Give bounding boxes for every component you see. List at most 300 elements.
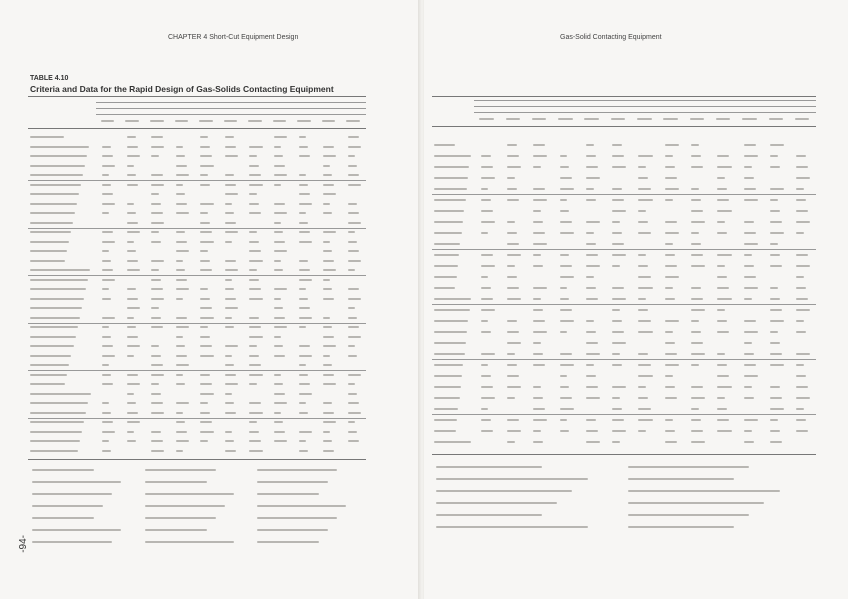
handwritten-page-number: -94- <box>18 535 29 553</box>
table-cell-text <box>744 386 752 388</box>
table-cell-text <box>533 430 541 432</box>
table-cell-text <box>176 279 187 281</box>
table-cell-text <box>665 430 675 432</box>
table-cell-text <box>200 146 209 148</box>
column-header-text <box>584 118 598 120</box>
table-cell-text <box>348 393 357 395</box>
row-label-text <box>434 441 471 443</box>
table-cell-text <box>481 386 493 388</box>
table-cell-text <box>176 402 189 404</box>
table-cell-text <box>691 221 705 223</box>
footnote-text <box>257 505 346 507</box>
table-cell-text <box>481 210 493 212</box>
table-cell-text <box>586 397 600 399</box>
table-rule <box>432 249 816 250</box>
table-cell-text <box>102 260 111 262</box>
table-cell-text <box>225 431 232 433</box>
table-cell-text <box>665 320 679 322</box>
table-cell-text <box>612 320 622 322</box>
table-cell-text <box>127 288 136 290</box>
table-cell-text <box>200 231 211 233</box>
table-cell-text <box>249 421 256 423</box>
table-cell-text <box>323 440 332 442</box>
table-cell-text <box>274 383 283 385</box>
table-cell-text <box>612 166 626 168</box>
table-cell-text <box>348 317 357 319</box>
table-cell-text <box>665 177 677 179</box>
table-cell-text <box>249 165 258 167</box>
table-cell-text <box>176 383 185 385</box>
table-cell-text <box>770 353 782 355</box>
table-cell-text <box>638 155 652 157</box>
table-cell-text <box>481 177 495 179</box>
table-cell-text <box>151 355 160 357</box>
table-cell-text <box>127 383 140 385</box>
table-cell-text <box>151 402 162 404</box>
table-cell-text <box>225 146 236 148</box>
table-cell-text <box>691 144 699 146</box>
table-cell-text <box>533 342 541 344</box>
left-footnotes <box>28 465 366 555</box>
table-cell-text <box>225 326 234 328</box>
table-cell-text <box>533 188 545 190</box>
footnote-text <box>32 481 121 483</box>
table-cell-text <box>151 260 164 262</box>
table-cell-text <box>796 276 804 278</box>
right-page <box>424 0 848 599</box>
table-cell-text <box>348 383 355 385</box>
table-cell-text <box>176 184 183 186</box>
table-cell-text <box>176 260 183 262</box>
table-cell-text <box>200 307 211 309</box>
table-cell-text <box>127 241 134 243</box>
table-cell-text <box>533 155 547 157</box>
table-cell-text <box>586 188 594 190</box>
table-cell-text <box>612 397 620 399</box>
table-cell-text <box>127 374 138 376</box>
table-cell-text <box>225 317 232 319</box>
row-label-text <box>30 393 91 395</box>
table-cell-text <box>102 431 115 433</box>
row-label-text <box>30 241 69 243</box>
right-footnotes <box>432 462 816 552</box>
footnote-text <box>145 469 216 471</box>
table-cell-text <box>200 250 207 252</box>
row-label-text <box>30 383 65 385</box>
table-cell-text <box>348 326 359 328</box>
table-cell-text <box>691 419 701 421</box>
table-cell-text <box>665 342 675 344</box>
table-cell-text <box>127 184 138 186</box>
footnote-text <box>32 517 94 519</box>
table-cell-text <box>638 221 648 223</box>
table-cell-text <box>744 254 752 256</box>
table-cell-text <box>102 336 111 338</box>
table-cell-text <box>299 450 308 452</box>
footnote-text <box>32 469 94 471</box>
table-cell-text <box>348 402 359 404</box>
table-cell-text <box>691 166 703 168</box>
table-cell-text <box>323 184 334 186</box>
table-cell-text <box>249 155 256 157</box>
table-cell-text <box>481 232 489 234</box>
row-label-text <box>434 342 466 344</box>
table-cell-text <box>612 441 620 443</box>
table-cell-text <box>691 254 703 256</box>
table-cell-text <box>507 166 521 168</box>
table-cell-text <box>717 375 729 377</box>
table-cell-text <box>200 203 213 205</box>
table-cell-text <box>225 212 234 214</box>
table-cell-text <box>612 309 620 311</box>
table-cell-text <box>481 166 493 168</box>
table-cell-text <box>533 232 545 234</box>
footnote-text <box>257 517 337 519</box>
table-cell-text <box>691 320 699 322</box>
table-cell-text <box>274 440 287 442</box>
table-cell-text <box>151 298 164 300</box>
table-cell-text <box>481 199 491 201</box>
table-cell-text <box>665 144 679 146</box>
table-cell-text <box>225 231 238 233</box>
table-cell-text <box>533 298 541 300</box>
table-cell-text <box>348 203 357 205</box>
table-cell-text <box>249 383 256 385</box>
table-cell-text <box>323 212 332 214</box>
table-cell-text <box>151 136 162 138</box>
table-cell-text <box>665 419 673 421</box>
table-cell-text <box>481 320 489 322</box>
table-cell-text <box>612 221 620 223</box>
table-cell-text <box>638 254 646 256</box>
table-cell-text <box>249 269 256 271</box>
table-rule <box>432 126 816 127</box>
table-cell-text <box>151 184 164 186</box>
table-cell-text <box>151 212 162 214</box>
table-cell-text <box>151 345 158 347</box>
table-cell-text <box>665 254 675 256</box>
table-cell-text <box>691 265 705 267</box>
table-cell-text <box>274 326 287 328</box>
table-cell-text <box>127 336 138 338</box>
table-cell-text <box>533 386 541 388</box>
table-cell-text <box>796 309 810 311</box>
table-cell-text <box>691 342 703 344</box>
table-cell-text <box>102 345 113 347</box>
footnote-text <box>257 493 319 495</box>
table-cell-text <box>691 155 701 157</box>
table-cell-text <box>176 412 183 414</box>
row-label-text <box>434 386 461 388</box>
row-label-text <box>30 279 88 281</box>
table-cell-text <box>249 146 262 148</box>
row-label-text <box>434 166 469 168</box>
table-cell-text <box>225 279 232 281</box>
table-cell-text <box>274 431 285 433</box>
table-cell-text <box>299 364 306 366</box>
table-cell-text <box>770 430 780 432</box>
table-cell-text <box>348 431 357 433</box>
table-cell-text <box>200 317 213 319</box>
table-cell-text <box>323 383 336 385</box>
table-cell-text <box>102 146 111 148</box>
table-cell-text <box>274 174 287 176</box>
table-cell-text <box>225 193 238 195</box>
row-label-text <box>434 254 459 256</box>
table-cell-text <box>691 441 705 443</box>
table-cell-text <box>744 221 754 223</box>
table-cell-text <box>638 265 648 267</box>
table-cell-text <box>176 355 187 357</box>
row-label-text <box>30 269 90 271</box>
table-cell-text <box>638 419 652 421</box>
table-cell-text <box>348 288 359 290</box>
table-cell-text <box>691 309 705 311</box>
table-cell-text <box>481 430 493 432</box>
table-cell-text <box>770 155 778 157</box>
table-cell-text <box>717 199 729 201</box>
table-cell-text <box>299 222 308 224</box>
table-cell-text <box>102 269 113 271</box>
table-cell-text <box>200 184 209 186</box>
table-cell-text <box>717 177 725 179</box>
table-cell-text <box>323 193 336 195</box>
table-cell-text <box>770 309 782 311</box>
table-cell-text <box>102 155 113 157</box>
row-label-text <box>434 320 468 322</box>
table-cell-text <box>770 144 784 146</box>
table-cell-text <box>796 287 806 289</box>
table-cell-text <box>586 353 600 355</box>
table-cell-text <box>638 177 648 179</box>
table-cell-text <box>507 331 519 333</box>
table-cell-text <box>560 287 568 289</box>
table-cell-text <box>770 419 778 421</box>
table-cell-text <box>323 279 330 281</box>
footnote-text <box>628 466 749 468</box>
table-cell-text <box>299 269 310 271</box>
table-cell-text <box>507 188 517 190</box>
table-cell-text <box>348 298 361 300</box>
table-cell-text <box>507 221 515 223</box>
table-cell-text <box>796 232 804 234</box>
table-cell-text <box>533 397 543 399</box>
table-cell-text <box>560 199 568 201</box>
table-cell-text <box>638 298 646 300</box>
table-cell-text <box>102 212 109 214</box>
row-label-text <box>30 355 71 357</box>
footnote-text <box>257 529 328 531</box>
table-cell-text <box>274 288 287 290</box>
table-cell-text <box>348 184 361 186</box>
table-cell-text <box>176 431 187 433</box>
footnote-text <box>32 493 112 495</box>
table-cell-text <box>507 232 517 234</box>
table-cell-text <box>744 166 752 168</box>
table-cell-text <box>274 184 281 186</box>
table-cell-text <box>665 166 675 168</box>
table-cell-text <box>638 276 650 278</box>
table-cell-text <box>348 231 355 233</box>
table-cell-text <box>796 353 810 355</box>
table-cell-text <box>102 165 115 167</box>
table-cell-text <box>796 320 804 322</box>
table-cell-text <box>612 331 624 333</box>
table-cell-text <box>481 254 493 256</box>
table-cell-text <box>348 241 357 243</box>
table-cell-text <box>299 136 306 138</box>
table-cell-text <box>560 353 572 355</box>
table-cell-text <box>691 408 699 410</box>
table-cell-text <box>717 397 725 399</box>
table-cell-text <box>586 287 596 289</box>
table-cell-text <box>770 243 778 245</box>
table-cell-text <box>507 353 515 355</box>
table-cell-text <box>323 450 334 452</box>
table-cell-text <box>560 210 570 212</box>
table-cell-text <box>151 307 158 309</box>
table-cell-text <box>796 331 806 333</box>
table-cell-text <box>481 419 491 421</box>
table-cell-text <box>102 364 109 366</box>
table-cell-text <box>744 397 754 399</box>
table-cell-text <box>665 375 673 377</box>
table-cell-text <box>770 166 780 168</box>
table-cell-text <box>323 260 334 262</box>
table-cell-text <box>127 326 136 328</box>
table-cell-text <box>102 193 113 195</box>
table-cell-text <box>560 155 568 157</box>
column-header-text <box>663 118 677 120</box>
table-cell-text <box>102 203 115 205</box>
table-cell-text <box>717 320 727 322</box>
column-header-text <box>175 120 189 122</box>
table-cell-text <box>560 254 570 256</box>
table-cell-text <box>717 232 727 234</box>
table-cell-text <box>638 397 648 399</box>
table-cell-text <box>717 419 729 421</box>
table-cell-text <box>717 430 731 432</box>
table-cell-text <box>151 222 164 224</box>
table-cell-text <box>744 331 758 333</box>
table-rule <box>432 96 816 97</box>
table-cell-text <box>151 440 162 442</box>
table-cell-text <box>560 298 570 300</box>
table-cell-text <box>717 287 729 289</box>
table-cell-text <box>586 199 596 201</box>
table-cell-text <box>151 383 158 385</box>
row-label-text <box>30 174 83 176</box>
table-cell-text <box>348 260 361 262</box>
table-cell-text <box>200 288 207 290</box>
table-cell-text <box>274 298 281 300</box>
table-cell-text <box>127 307 140 309</box>
table-cell-text <box>200 345 211 347</box>
row-label-text <box>30 307 82 309</box>
table-cell-text <box>533 353 543 355</box>
column-header-text <box>150 120 164 122</box>
column-header-text <box>769 118 783 120</box>
footnote-text <box>436 514 542 516</box>
table-cell-text <box>102 184 111 186</box>
table-cell-text <box>274 136 287 138</box>
table-cell-text <box>249 298 262 300</box>
table-cell-text <box>299 146 308 148</box>
table-cell-text <box>225 298 236 300</box>
footnote-text <box>32 529 121 531</box>
table-rule <box>28 418 366 419</box>
table-cell-text <box>586 298 598 300</box>
table-cell-text <box>638 386 646 388</box>
column-header-text <box>297 120 311 122</box>
table-cell-text <box>796 298 808 300</box>
table-cell-text <box>274 222 281 224</box>
row-label-text <box>30 222 73 224</box>
table-cell-text <box>717 331 729 333</box>
table-cell-text <box>348 212 359 214</box>
table-cell-text <box>612 408 622 410</box>
table-cell-text <box>533 144 545 146</box>
table-cell-text <box>225 155 238 157</box>
table-cell-text <box>744 287 758 289</box>
table-cell-text <box>299 174 306 176</box>
table-cell-text <box>744 199 758 201</box>
table-cell-text <box>717 298 731 300</box>
table-cell-text <box>225 355 232 357</box>
table-cell-text <box>533 199 547 201</box>
row-label-text <box>434 364 463 366</box>
row-label-text <box>434 177 468 179</box>
table-cell-text <box>665 287 673 289</box>
table-cell-text <box>176 146 183 148</box>
table-cell-text <box>102 412 111 414</box>
row-label-text <box>434 210 464 212</box>
row-label-text <box>434 276 457 278</box>
table-cell-text <box>691 430 703 432</box>
table-cell-text <box>249 355 258 357</box>
table-cell-text <box>176 203 187 205</box>
footnote-text <box>145 529 207 531</box>
table-cell-text <box>638 188 650 190</box>
footnote-text <box>628 490 780 492</box>
table-cell-text <box>507 375 519 377</box>
table-cell-text <box>612 386 626 388</box>
table-cell-text <box>225 383 238 385</box>
table-cell-text <box>176 250 189 252</box>
table-cell-text <box>274 203 285 205</box>
table-cell-text <box>717 188 727 190</box>
table-cell-text <box>665 353 677 355</box>
table-cell-text <box>249 336 262 338</box>
table-cell-text <box>796 265 810 267</box>
table-cell-text <box>176 440 189 442</box>
table-cell-text <box>612 353 620 355</box>
table-cell-text <box>299 412 308 414</box>
table-cell-text <box>200 336 209 338</box>
table-cell-text <box>770 232 784 234</box>
table-title: Criteria and Data for the Rapid Design of Gas-Solids Contacting Equipment <box>30 84 334 94</box>
table-cell-text <box>744 144 756 146</box>
table-cell-text <box>744 441 754 443</box>
table-rule <box>432 414 816 415</box>
table-cell-text <box>200 136 207 138</box>
table-cell-text <box>200 393 213 395</box>
table-cell-text <box>481 331 491 333</box>
table-rule <box>28 128 366 129</box>
table-cell-text <box>481 408 489 410</box>
table-cell-text <box>102 440 109 442</box>
row-label-text <box>30 336 76 338</box>
